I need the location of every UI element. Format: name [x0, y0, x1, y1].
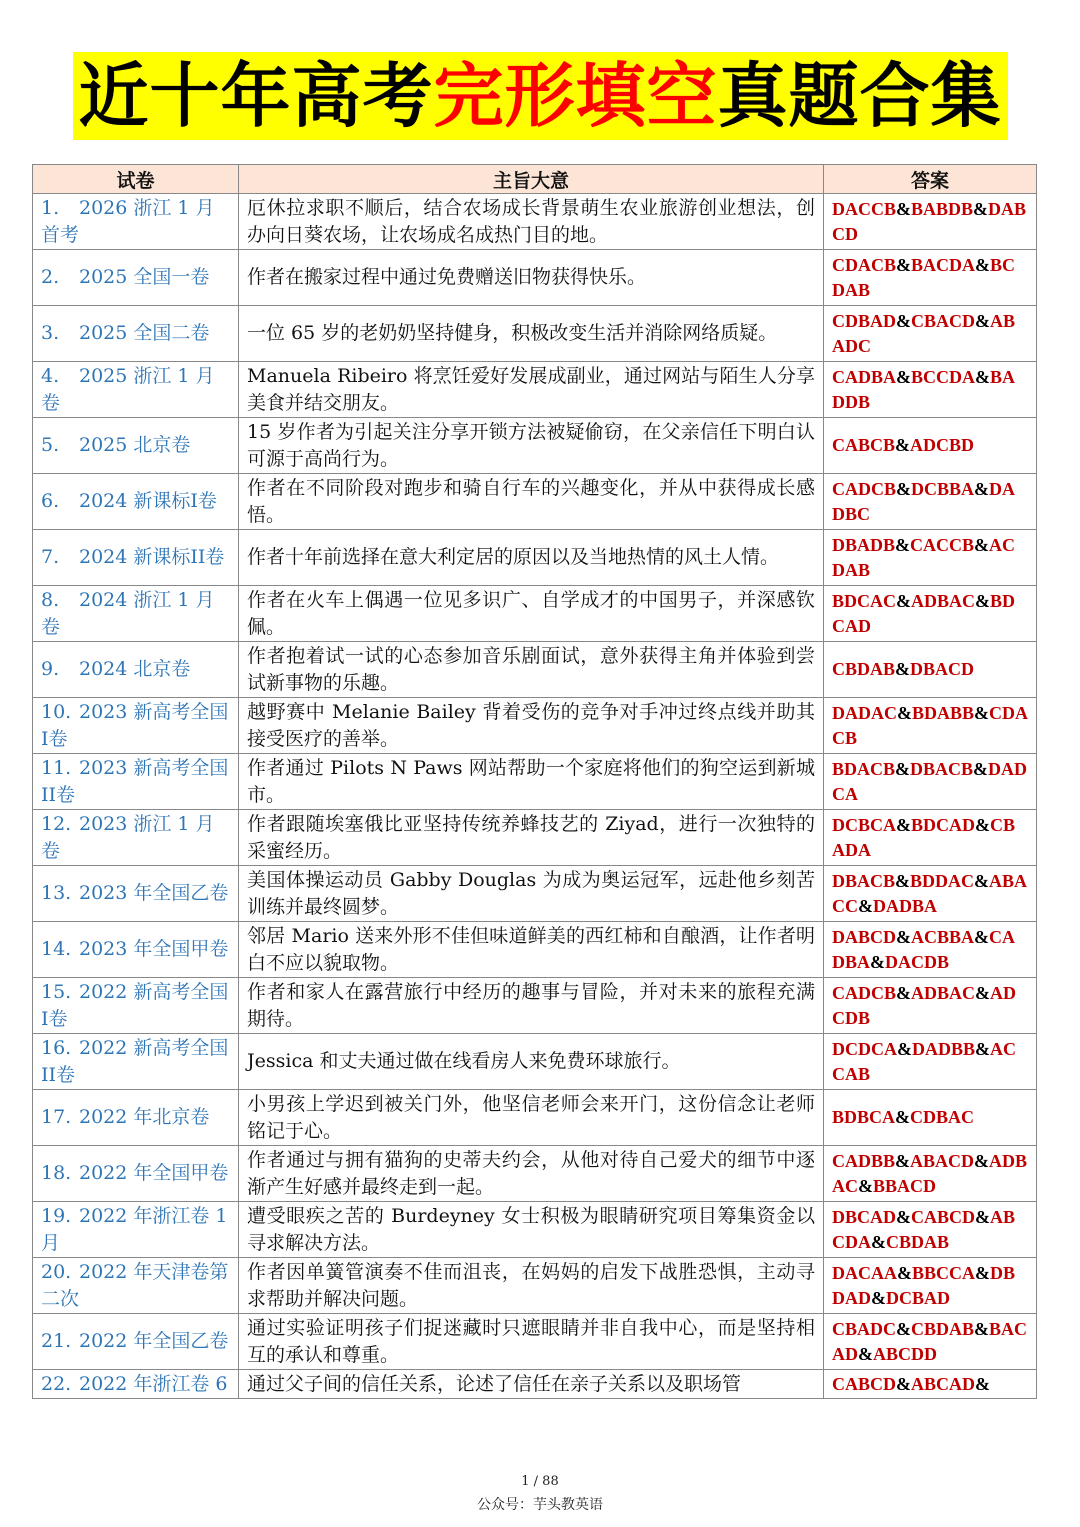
paper-name: 2022 新高考全国II卷: [41, 1036, 229, 1086]
gist-cell: 厄休拉求职不顺后，结合农场成长背景萌生农业旅游创业想法，创办向日葵农场，让农场成名成热门目的地。: [239, 194, 824, 250]
answer-separator: &: [870, 951, 886, 972]
answer-separator: &: [871, 1231, 886, 1252]
answer-separator: &: [974, 478, 990, 499]
answer-group: ADBAC: [911, 982, 976, 1003]
answer-group: DBDAD: [832, 1262, 1016, 1308]
answer-cell: [824, 1090, 1037, 1146]
paper-cell: [33, 530, 239, 586]
header-paper: 试卷: [33, 165, 239, 194]
answer-cell: [824, 698, 1037, 754]
gist-cell: 通过实验证明孩子们捉迷藏时只遮眼睛并非自我中心，而是坚持相互的承认和尊重。: [239, 1314, 824, 1370]
answer-group: ACDAB: [832, 534, 1016, 580]
paper-name: 2025 浙江 1 月卷: [41, 364, 215, 414]
gist-cell: 作者通过 Pilots N Paws 网站帮助一个家庭将他们的狗空运到新城市。: [239, 754, 824, 810]
row-number: 19.: [41, 1204, 72, 1227]
answer-group: DBACB: [910, 758, 974, 779]
answer-group: BDDAC: [910, 870, 975, 891]
answer-group: ADBAC: [832, 1150, 1028, 1196]
table-row: [33, 530, 1037, 586]
answer-group: ABACD: [910, 1150, 975, 1171]
answer-group: CADBB: [832, 1150, 896, 1171]
answer-group: CDACB: [832, 254, 897, 275]
paper-name: 2023 新高考全国I卷: [41, 700, 229, 750]
answer-group: BACAD: [832, 1318, 1028, 1364]
answer-group: BDBCA: [832, 1107, 896, 1127]
table-header-row: [33, 165, 1037, 194]
paper-name: 2022 年北京卷: [79, 1106, 210, 1128]
row-number: 21.: [41, 1330, 72, 1352]
answer-group: DBCAD: [832, 1206, 897, 1227]
answer-separator: &: [871, 1287, 886, 1308]
answer-separator: &: [974, 534, 990, 555]
paper-cell: [33, 1202, 239, 1258]
answer-group: DBACD: [910, 659, 975, 679]
answer-separator: &: [897, 702, 912, 723]
answer-cell: [824, 1370, 1037, 1399]
answer-group: CADCB: [832, 982, 897, 1003]
gist-cell: 作者在不同阶段对跑步和骑自行车的兴趣变化，并从中获得成长感悟。: [239, 474, 824, 530]
table-row: [33, 306, 1037, 362]
answer-separator: &: [896, 478, 912, 499]
answer-group: ADCBD: [910, 435, 975, 455]
answer-group: CADCB: [832, 478, 897, 499]
paper-name: 2023 浙江 1 月卷: [41, 812, 215, 862]
table-row: [33, 810, 1037, 866]
gist-cell: 作者十年前选择在意大利定居的原因以及当地热情的风土人情。: [239, 530, 824, 586]
answer-cell: [824, 474, 1037, 530]
paper-name: 2025 北京卷: [79, 434, 191, 456]
title-wrap: [0, 52, 1080, 140]
paper-cell: [33, 1314, 239, 1370]
paper-name: 2024 新课标II卷: [79, 546, 225, 568]
answer-group: DABCD: [832, 198, 1027, 244]
answer-cell: [824, 866, 1037, 922]
answer-separator: &: [858, 895, 873, 916]
title-part-3: 真题合集: [717, 55, 1002, 137]
answer-cell: [824, 250, 1037, 306]
row-number: 4.: [41, 364, 60, 387]
answer-cell: [824, 1034, 1037, 1090]
gist-cell: Jessica 和丈夫通过做在线看房人来免费环球旅行。: [239, 1034, 824, 1090]
answer-group: ABCAD: [911, 1373, 976, 1394]
row-number: 6.: [41, 490, 60, 512]
answer-separator: &: [896, 198, 912, 219]
answer-group: DADCA: [832, 758, 1028, 804]
answer-separator: &: [975, 366, 991, 387]
paper-name: 2023 新高考全国II卷: [41, 756, 229, 806]
answer-group: CBADA: [832, 814, 1016, 860]
answer-group: CBADC: [832, 1318, 897, 1339]
answer-separator: &: [896, 982, 912, 1003]
answer-separator: &: [974, 870, 990, 891]
row-number: 14.: [41, 938, 72, 960]
paper-cell: [33, 362, 239, 418]
gist-cell: 作者抱着试一试的心态参加音乐剧面试，意外获得主角并体验到尝试新事物的乐趣。: [239, 642, 824, 698]
row-number: 3.: [41, 322, 60, 344]
answer-cell: [824, 1202, 1037, 1258]
answer-cell: [824, 978, 1037, 1034]
answer-cell: [824, 530, 1037, 586]
paper-name: 2022 年天津卷第二次: [41, 1260, 229, 1310]
answer-separator: &: [975, 982, 991, 1003]
answer-separator: &: [975, 590, 991, 611]
answer-group: DBACB: [832, 870, 896, 891]
paper-cell: [33, 1146, 239, 1202]
paper-name: 2022 年浙江卷 1 月: [41, 1204, 228, 1254]
paper-cell: [33, 1090, 239, 1146]
answer-separator: &: [973, 198, 989, 219]
answer-group: BDCAC: [832, 590, 897, 611]
answer-separator: &: [896, 254, 912, 275]
paper-name: 2023 年全国甲卷: [79, 938, 229, 960]
row-number: 16.: [41, 1036, 72, 1059]
row-number: 2.: [41, 266, 60, 288]
answer-group: ABACC: [832, 870, 1028, 916]
answer-separator: &: [896, 926, 912, 947]
answer-group: DACAA: [832, 1262, 897, 1283]
answer-separator: &: [896, 1373, 912, 1394]
table-row: [33, 362, 1037, 418]
row-number: 10.: [41, 700, 72, 723]
answer-group: CABCB: [832, 435, 896, 455]
answer-group: BDCAD: [832, 590, 1016, 636]
paper-cell: [33, 642, 239, 698]
gist-cell: 作者在搬家过程中通过免费赠送旧物获得快乐。: [239, 250, 824, 306]
answer-separator: &: [896, 366, 912, 387]
answer-separator: &: [895, 1150, 911, 1171]
answer-group: DBADB: [832, 534, 896, 555]
answer-group: CDBAC: [910, 1107, 975, 1127]
header-gist: 主旨大意: [239, 165, 824, 194]
paper-cell: [33, 754, 239, 810]
answer-separator: &: [975, 1373, 991, 1394]
answer-group: ABADC: [832, 310, 1016, 356]
answer-separator: &: [975, 1206, 991, 1227]
answer-separator: &: [895, 435, 911, 455]
answer-separator: &: [975, 1262, 991, 1283]
answer-group: ADCDB: [832, 982, 1017, 1028]
row-number: 17.: [41, 1106, 72, 1128]
answer-cell: [824, 922, 1037, 978]
paper-name: 2023 年全国乙卷: [79, 882, 229, 904]
row-number: 18.: [41, 1162, 72, 1184]
answer-separator: &: [896, 310, 912, 331]
paper-cell: [33, 194, 239, 250]
paper-cell: [33, 250, 239, 306]
answer-group: CABCD: [832, 1373, 897, 1394]
answer-group: CADBA: [832, 366, 897, 387]
paper-cell: [33, 1034, 239, 1090]
paper-cell: [33, 418, 239, 474]
row-number: 9.: [41, 658, 60, 680]
paper-name: 2024 新课标I卷: [79, 490, 217, 512]
paper-name: 2024 北京卷: [79, 658, 191, 680]
answer-separator: &: [897, 1262, 912, 1283]
table-row: [33, 586, 1037, 642]
answer-group: BADDB: [832, 366, 1016, 412]
table-row: [33, 978, 1037, 1034]
gist-cell: 作者在火车上偶遇一位见多识广、自学成才的中国男子，并深感钦佩。: [239, 586, 824, 642]
answer-cell: [824, 306, 1037, 362]
answer-separator: &: [975, 814, 991, 835]
header-answer: 答案: [824, 165, 1037, 194]
answer-group: BBCCA: [912, 1262, 976, 1283]
paper-cell: [33, 474, 239, 530]
answer-separator: &: [974, 1150, 990, 1171]
answer-group: BDCAD: [911, 814, 976, 835]
title-part-highlight: 完形填空: [433, 55, 718, 137]
answer-group: DABCD: [832, 926, 897, 947]
paper-cell: [33, 1258, 239, 1314]
table-row: [33, 250, 1037, 306]
answer-group: ADBAC: [911, 590, 976, 611]
answer-group: BBACD: [873, 1175, 937, 1196]
answer-cell: [824, 754, 1037, 810]
paper-cell: [33, 586, 239, 642]
table-row: [33, 922, 1037, 978]
answer-group: DACCB: [832, 198, 897, 219]
table-row: [33, 1146, 1037, 1202]
row-number: 5.: [41, 434, 60, 456]
answer-group: DCBCA: [832, 814, 897, 835]
paper-cell: [33, 306, 239, 362]
table-row: [33, 474, 1037, 530]
table-body: [33, 194, 1037, 1399]
answer-group: CBDAB: [911, 1318, 975, 1339]
title-part-1: 近十年高考: [78, 55, 434, 137]
table-row: [33, 1034, 1037, 1090]
answer-cell: [824, 1314, 1037, 1370]
table-row: [33, 642, 1037, 698]
row-number: 20.: [41, 1260, 72, 1283]
answer-cell: [824, 194, 1037, 250]
answer-separator: &: [858, 1343, 873, 1364]
answer-separator: &: [973, 758, 989, 779]
answer-separator: &: [975, 1038, 991, 1059]
gist-cell: 遭受眼疾之苦的 Burdeyney 女士积极为眼睛研究项目筹集资金以寻求解决方法。: [239, 1202, 824, 1258]
row-number: 22.: [41, 1372, 72, 1395]
answer-group: CBACD: [911, 310, 976, 331]
answer-group: DCDCA: [832, 1038, 897, 1059]
gist-cell: Manuela Ribeiro 将烹饪爱好发展成副业，通过网站与陌生人分享美食并结交朋友。: [239, 362, 824, 418]
gist-cell: 15 岁作者为引起关注分享开锁方法被疑偷窃，在父亲信任下明白认可源于高尚行为。: [239, 418, 824, 474]
answer-separator: &: [895, 758, 911, 779]
table-row: [33, 866, 1037, 922]
answer-cell: [824, 1146, 1037, 1202]
answer-group: BDABB: [912, 702, 975, 723]
paper-name: 2025 全国一卷: [79, 266, 210, 288]
answer-separator: &: [896, 1206, 912, 1227]
answer-group: DADBB: [912, 1038, 976, 1059]
answer-separator: &: [974, 1318, 990, 1339]
paper-cell: [33, 922, 239, 978]
answer-separator: &: [895, 1107, 911, 1127]
paper-name: 2022 新高考全国I卷: [41, 980, 229, 1030]
gist-cell: 作者因单簧管演奏不佳而沮丧，在妈妈的启发下战胜恐惧，主动寻求帮助并解决问题。: [239, 1258, 824, 1314]
answer-group: DADAC: [832, 702, 897, 723]
answer-separator: &: [896, 814, 912, 835]
answer-cell: [824, 1258, 1037, 1314]
answer-group: CDBAD: [832, 310, 897, 331]
row-number: 1.: [41, 196, 60, 219]
exam-table: [32, 164, 1037, 1399]
row-number: 8.: [41, 588, 60, 611]
gist-cell: 一位 65 岁的老奶奶坚持健身，积极改变生活并消除网络质疑。: [239, 306, 824, 362]
answer-group: CADBA: [832, 926, 1016, 972]
answer-separator: &: [974, 702, 990, 723]
table-row: [33, 1314, 1037, 1370]
gist-cell: 越野赛中 Melanie Bailey 背着受伤的竞争对手冲过终点线并助其接受医疗的善举。: [239, 698, 824, 754]
paper-name: 2026 浙江 1 月首考: [41, 196, 215, 246]
gist-cell: 通过父子间的信任关系，论述了信任在亲子关系以及职场管: [239, 1370, 824, 1399]
paper-name: 2024 浙江 1 月卷: [41, 588, 215, 638]
table-row: [33, 698, 1037, 754]
answer-cell: [824, 362, 1037, 418]
row-number: 13.: [41, 882, 72, 904]
table-row: [33, 1202, 1037, 1258]
answer-separator: &: [895, 659, 911, 679]
paper-cell: [33, 810, 239, 866]
answer-group: BCCDA: [911, 366, 976, 387]
answer-group: DCBAD: [886, 1287, 951, 1308]
answer-group: DADBC: [832, 478, 1016, 524]
gist-cell: 作者和家人在露营旅行中经历的趣事与冒险，并对未来的旅程充满期待。: [239, 978, 824, 1034]
answer-group: CBDAB: [832, 659, 896, 679]
answer-group: BACDA: [911, 254, 976, 275]
answer-cell: [824, 642, 1037, 698]
paper-cell: [33, 698, 239, 754]
paper-name: 2022 年全国乙卷: [79, 1330, 229, 1352]
paper-cell: [33, 978, 239, 1034]
answer-group: CDACB: [832, 702, 1029, 748]
answer-group: BABDB: [911, 198, 974, 219]
gist-cell: 作者通过与拥有猫狗的史蒂夫约会，从他对待自己爱犬的细节中逐渐产生好感并最终走到一起。: [239, 1146, 824, 1202]
answer-separator: &: [896, 590, 912, 611]
answer-group: ACCAB: [832, 1038, 1017, 1084]
gist-cell: 作者跟随埃塞俄比亚坚持传统养蜂技艺的 Ziyad，进行一次独特的采蜜经历。: [239, 810, 824, 866]
answer-group: CBDAB: [886, 1231, 950, 1252]
paper-cell: [33, 866, 239, 922]
gist-cell: 邻居 Mario 送来外形不佳但味道鲜美的西红柿和自酿酒，让作者明白不应以貌取物。: [239, 922, 824, 978]
answer-separator: &: [858, 1175, 873, 1196]
answer-cell: [824, 418, 1037, 474]
answer-cell: [824, 586, 1037, 642]
answer-separator: &: [895, 870, 911, 891]
answer-group: CACCB: [910, 534, 975, 555]
row-number: 12.: [41, 812, 72, 835]
answer-group: ACBBA: [911, 926, 975, 947]
answer-separator: &: [975, 310, 991, 331]
table-row: [33, 1090, 1037, 1146]
answer-separator: &: [897, 1038, 912, 1059]
row-number: 15.: [41, 980, 72, 1003]
answer-separator: &: [895, 534, 911, 555]
gist-cell: 小男孩上学迟到被关门外，他坚信老师会来开门，这份信念让老师铭记于心。: [239, 1090, 824, 1146]
row-number: 11.: [41, 756, 72, 779]
answer-group: CABCD: [911, 1206, 976, 1227]
paper-name: 2022 年浙江卷 6: [79, 1372, 228, 1395]
answer-group: DCBBA: [911, 478, 975, 499]
table-row: [33, 194, 1037, 250]
row-number: 7.: [41, 546, 60, 568]
gist-cell: 美国体操运动员 Gabby Douglas 为成为奥运冠军，远赴他乡刻苦训练并最终圆梦。: [239, 866, 824, 922]
paper-cell: [33, 1370, 239, 1399]
footer-text: 公众号：芋头教英语: [477, 1497, 603, 1513]
table-row: [33, 754, 1037, 810]
answer-group: DADBA: [873, 895, 938, 916]
answer-group: DACDB: [885, 951, 950, 972]
answer-group: ABCDD: [873, 1343, 938, 1364]
page-number: 1 / 88: [521, 1474, 559, 1489]
answer-cell: [824, 810, 1037, 866]
page-title: [73, 52, 1008, 140]
paper-name: 2025 全国二卷: [79, 322, 210, 344]
answer-separator: &: [974, 926, 990, 947]
answer-separator: &: [975, 254, 991, 275]
table-row: [33, 1370, 1037, 1399]
table-row: [33, 418, 1037, 474]
paper-name: 2022 年全国甲卷: [79, 1162, 229, 1184]
answer-separator: &: [896, 1318, 912, 1339]
answer-group: BCDAB: [832, 254, 1016, 300]
answer-group: ABCDA: [832, 1206, 1016, 1252]
answer-group: BDACB: [832, 758, 896, 779]
table-row: [33, 1258, 1037, 1314]
